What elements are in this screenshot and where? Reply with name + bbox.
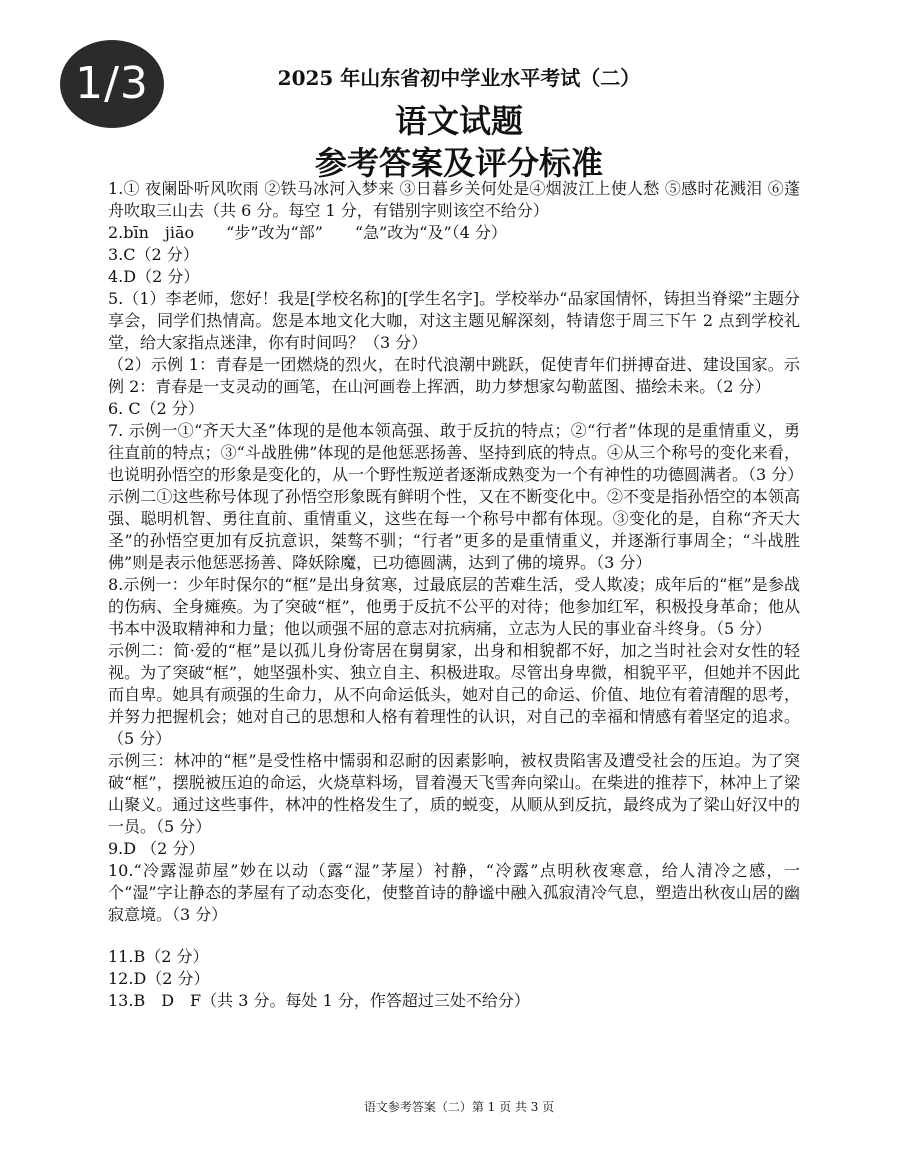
answer-5-part-1: 5.（1）李老师，您好！我是[学校名称]的[学生名字]。学校举办“品家国情怀，铸担当脊梁”主题分享会，同学们热情高。您是本地文化大咖，对这主题见解深刻，特请您于周三下午 2 点到学校礼堂，给大家指点迷津，你有时间吗？（3 分） — [108, 289, 800, 352]
answer-8-example-2: 示例二：简·爱的“框”是以孤儿身份寄居在舅舅家，出身和相貌都不好，加之当时社会对女性的轻视。为了突破“框”，她坚强朴实、独立自主、积极进取。尽管出身卑微，相貌平平，但她并不因此而自卑。她具有顽强的生命力，从不向命运低头，她对自己的命运、价值、地位有着清醒的思考，并努力把握机会；她对自己的思想和人格有着理性的认识，对自己的幸福和情感有着坚定的追求。（5 分） — [108, 641, 800, 748]
answer-5-part-2: （2）示例 1：青春是一团燃烧的烈火，在时代浪潮中跳跃，促使青年们拼搏奋进、建设国家。示例 2：青春是一支灵动的画笔，在山河画卷上挥洒，助力梦想家勾勒蓝图、描绘未来。（2 分） — [108, 355, 800, 396]
answer-12: 12.D（2 分） — [108, 969, 210, 988]
document-title: 参考答案及评分标准 — [314, 144, 603, 182]
spacer — [108, 926, 800, 946]
answer-1: 1.① 夜阑卧听风吹雨 ②铁马冰河入梦来 ③日暮乡关何处是④烟波江上使人愁 ⑤感时花溅泪 ⑥蓬舟吹取三山去（共 6 分。每空 1 分，有错别字则该空不给分） — [108, 179, 800, 220]
page-footer: 语文参考答案（二）第 1 页 共 3 页 — [363, 1100, 555, 1114]
exam-title: 2025 年山东省初中学业水平考试（二） — [277, 66, 641, 90]
answer-content — [108, 178, 804, 1012]
answer-13: 13.B D F（共 3 分。每处 1 分，作答超过三处不给分） — [108, 991, 530, 1010]
answer-8-example-1: 8.示例一：少年时保尔的“框”是出身贫寒，过最底层的苦难生活，受人欺凌；成年后的“框”是参战的伤病、全身瘫痪。为了突破“框”，他勇于反抗不公平的对待；他参加红军，积极投身革命；他从书本中汲取精神和力量；他以顽强不屈的意志对抗病痛，立志为人民的事业奋斗终身。（5 分） — [108, 575, 800, 638]
answer-7-example-1: 7. 示例一①“齐天大圣”体现的是他本领高强、敢于反抗的特点；②“行者”体现的是重情重义，勇往直前的特点；③“斗战胜佛”体现的是他惩恶扬善、坚持到底的特点。④从三个称号的变化来看，也说明孙悟空的形象是变化的，从一个野性叛逆者逐渐成熟变为一个有神性的功德圆满者。（3 分） — [108, 421, 804, 484]
answer-6: 6. C（2 分） — [108, 399, 204, 418]
answer-11: 11.B（2 分） — [108, 947, 209, 966]
subject-title: 语文试题 — [394, 102, 523, 140]
answer-2: 2.bīn jiāo “步”改为“部” “急”改为“及”（4 分） — [108, 223, 507, 242]
answer-9: 9.D （2 分） — [108, 839, 205, 858]
answer-7-example-2: 示例二①这些称号体现了孙悟空形象既有鲜明个性，又在不断变化中。②不变是指孙悟空的本领高强、聪明机智、勇往直前、重情重义，这些在每一个称号中都有体现。③变化的是，自称“齐天大圣”的孙悟空更加有反抗意识，桀骜不驯；“行者”更多的是重情重义，并逐渐行事周全；“斗战胜佛”则是表示他惩恶扬善、降妖除魔，已功德圆满，达到了佛的境界。（3 分） — [108, 487, 800, 572]
answer-3: 3.C（2 分） — [108, 245, 199, 264]
page-number-badge: 1/3 — [60, 40, 164, 128]
answer-10: 10.“冷露湿茆屋”妙在以动（露“湿”茅屋）衬静，“冷露”点明秋夜寒意，给人清冷之感，一个“湿”字让静态的茅屋有了动态变化，使整首诗的静谧中融入孤寂清冷气息，塑造出秋夜山居的幽寂意境。（3 分） — [108, 861, 800, 924]
answer-8-example-3: 示例三：林冲的“框”是受性格中懦弱和忍耐的因素影响，被权贵陷害及遭受社会的压迫。为了突破“框”，摆脱被压迫的命运，火烧草料场，冒着漫天飞雪奔向梁山。在柴进的推荐下，林冲上了梁山聚义。通过这些事件，林冲的性格发生了，质的蜕变，从顺从到反抗，最终成为了梁山好汉中的一员。（5 分） — [108, 751, 800, 836]
answer-4: 4.D（2 分） — [108, 267, 200, 286]
